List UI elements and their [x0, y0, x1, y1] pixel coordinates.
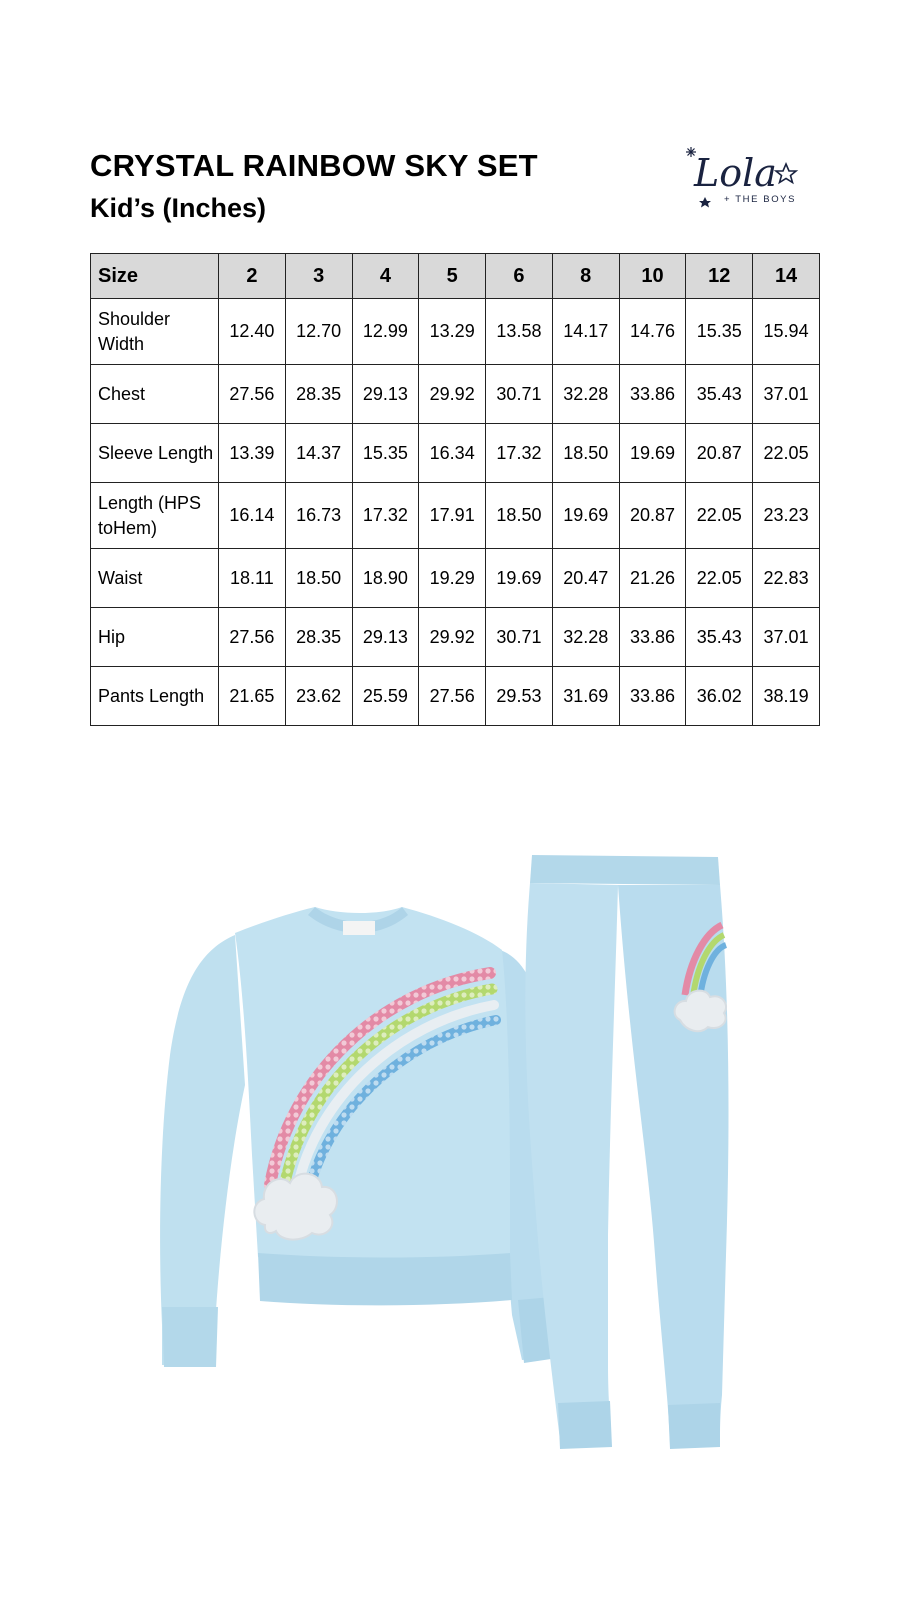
table-cell: 37.01 — [753, 365, 820, 424]
size-header-cell: 2 — [219, 254, 286, 299]
table-cell: 20.87 — [619, 483, 686, 549]
table-cell: 17.32 — [486, 424, 553, 483]
table-cell: 33.86 — [619, 608, 686, 667]
table-cell: 18.11 — [219, 549, 286, 608]
table-cell: 21.65 — [219, 667, 286, 726]
table-cell: 16.73 — [285, 483, 352, 549]
table-cell: 23.62 — [285, 667, 352, 726]
table-cell: 19.69 — [486, 549, 553, 608]
table-cell: 33.86 — [619, 365, 686, 424]
brand-logo — [686, 140, 818, 218]
table-cell: 15.94 — [753, 299, 820, 365]
table-cell: 19.29 — [419, 549, 486, 608]
table-cell: 13.39 — [219, 424, 286, 483]
size-column-header: Size — [91, 254, 219, 299]
table-row — [91, 483, 820, 549]
table-cell: 29.92 — [419, 365, 486, 424]
table-cell: 16.14 — [219, 483, 286, 549]
star-filled-icon — [699, 197, 711, 208]
size-header-cell: 4 — [352, 254, 419, 299]
size-header-cell: 3 — [285, 254, 352, 299]
pants-waistband — [530, 855, 720, 885]
table-row — [91, 667, 820, 726]
table-cell: 29.13 — [352, 365, 419, 424]
table-cell: 18.50 — [552, 424, 619, 483]
table-cell: 27.56 — [219, 365, 286, 424]
product-image — [140, 855, 760, 1485]
table-cell: 22.83 — [753, 549, 820, 608]
table-cell: 31.69 — [552, 667, 619, 726]
table-cell: 14.17 — [552, 299, 619, 365]
table-cell: 18.90 — [352, 549, 419, 608]
table-cell: 15.35 — [686, 299, 753, 365]
pants-left-cuff — [558, 1401, 612, 1449]
sweatshirt-left-cuff — [162, 1307, 218, 1367]
table-cell: 35.43 — [686, 365, 753, 424]
table-header-row — [91, 254, 820, 299]
table-cell: 27.56 — [419, 667, 486, 726]
table-cell: 29.53 — [486, 667, 553, 726]
table-cell: 17.32 — [352, 483, 419, 549]
row-label: Chest — [91, 365, 219, 424]
table-cell: 30.71 — [486, 365, 553, 424]
table-cell: 18.50 — [285, 549, 352, 608]
table-cell: 12.99 — [352, 299, 419, 365]
table-row — [91, 608, 820, 667]
row-label: Length (HPS toHem) — [91, 483, 219, 549]
row-label: Hip — [91, 608, 219, 667]
table-cell: 12.40 — [219, 299, 286, 365]
table-cell: 19.69 — [552, 483, 619, 549]
size-header-cell: 14 — [753, 254, 820, 299]
sweatshirt-left-sleeve — [160, 935, 245, 1365]
page-subtitle: Kid’s (Inches) — [90, 193, 267, 223]
table-cell: 32.28 — [552, 608, 619, 667]
size-header-cell: 10 — [619, 254, 686, 299]
table-cell: 27.56 — [219, 608, 286, 667]
table-row — [91, 424, 820, 483]
table-row — [91, 299, 820, 365]
table-row — [91, 365, 820, 424]
table-cell: 15.35 — [352, 424, 419, 483]
table-cell: 28.35 — [285, 608, 352, 667]
row-label: Waist — [91, 549, 219, 608]
logo-tagline: + THE BOYS — [724, 194, 797, 205]
table-cell: 20.87 — [686, 424, 753, 483]
table-cell: 28.35 — [285, 365, 352, 424]
table-cell: 25.59 — [352, 667, 419, 726]
row-label: Shoulder Width — [91, 299, 219, 365]
table-cell: 20.47 — [552, 549, 619, 608]
table-cell: 37.01 — [753, 608, 820, 667]
table-cell: 23.23 — [753, 483, 820, 549]
table-cell: 32.28 — [552, 365, 619, 424]
size-header-cell: 12 — [686, 254, 753, 299]
table-cell: 33.86 — [619, 667, 686, 726]
table-row — [91, 549, 820, 608]
table-cell: 22.05 — [686, 549, 753, 608]
table-cell: 12.70 — [285, 299, 352, 365]
table-cell: 14.37 — [285, 424, 352, 483]
table-cell: 16.34 — [419, 424, 486, 483]
pants-right-leg — [618, 885, 728, 1443]
table-cell: 35.43 — [686, 608, 753, 667]
table-cell: 14.76 — [619, 299, 686, 365]
star-outline-icon — [776, 164, 796, 183]
sweatshirt-waistband — [258, 1253, 512, 1305]
table-cell: 38.19 — [753, 667, 820, 726]
row-label: Sleeve Length — [91, 424, 219, 483]
table-cell: 29.13 — [352, 608, 419, 667]
table-cell: 36.02 — [686, 667, 753, 726]
table-cell: 22.05 — [686, 483, 753, 549]
size-chart-table — [90, 253, 820, 726]
table-cell: 13.29 — [419, 299, 486, 365]
table-cell: 30.71 — [486, 608, 553, 667]
sweatshirt — [160, 907, 578, 1367]
jogger-pants — [525, 855, 728, 1449]
logo-word: Lola — [694, 151, 777, 195]
size-header-cell: 5 — [419, 254, 486, 299]
table-cell: 19.69 — [619, 424, 686, 483]
page-title: CRYSTAL RAINBOW SKY SET — [90, 148, 538, 183]
pants-right-cuff — [668, 1403, 720, 1449]
table-cell: 22.05 — [753, 424, 820, 483]
table-cell: 21.26 — [619, 549, 686, 608]
row-label: Pants Length — [91, 667, 219, 726]
table-cell: 18.50 — [486, 483, 553, 549]
brand-label — [343, 921, 375, 935]
table-cell: 29.92 — [419, 608, 486, 667]
table-cell: 13.58 — [486, 299, 553, 365]
size-header-cell: 6 — [486, 254, 553, 299]
table-cell: 17.91 — [419, 483, 486, 549]
size-header-cell: 8 — [552, 254, 619, 299]
